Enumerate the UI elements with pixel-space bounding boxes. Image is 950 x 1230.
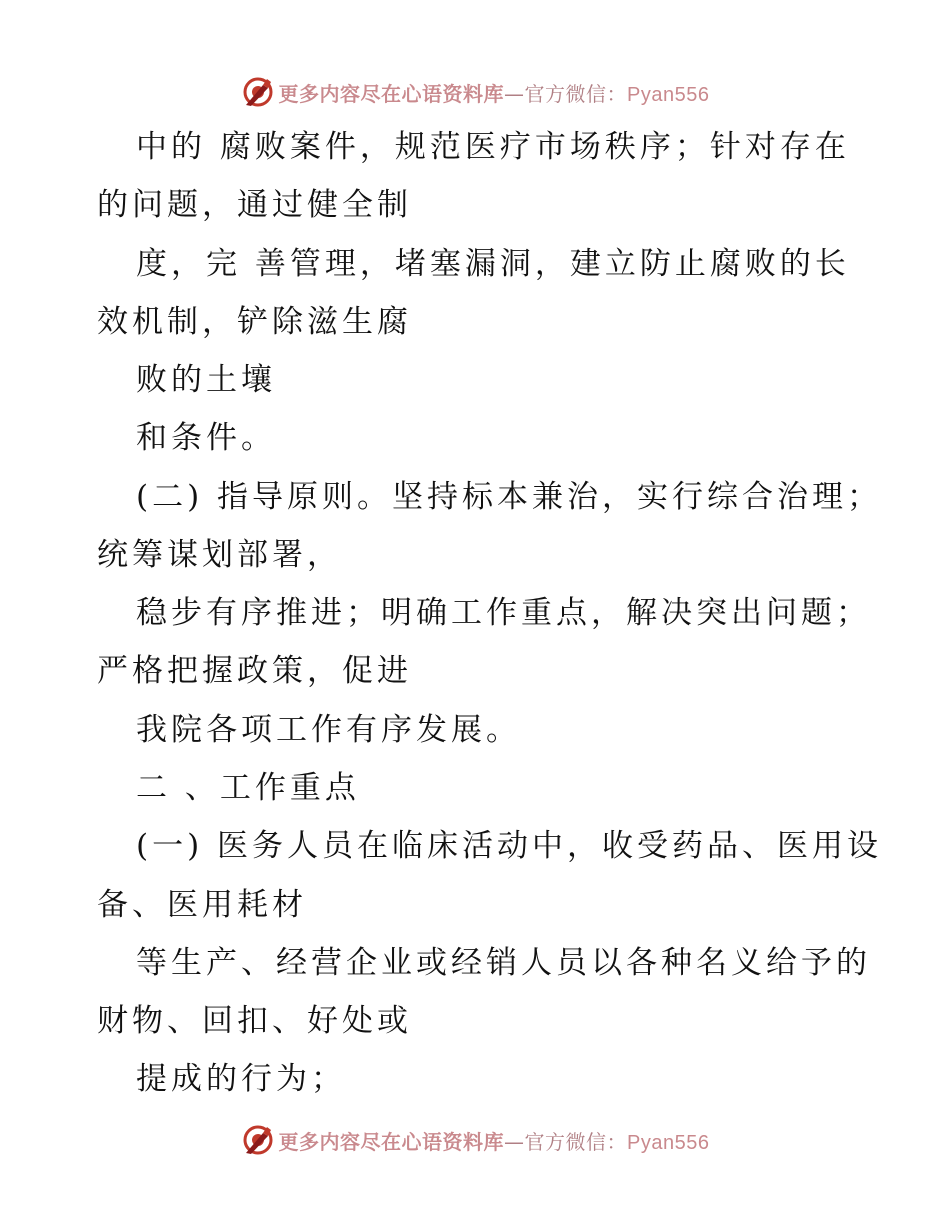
text-line: 败的土壤 (136, 362, 276, 398)
watermark-banner-bottom (0, 1120, 950, 1160)
text-line: 备、医用耗材 (97, 887, 307, 923)
banner-separator: — (504, 1129, 525, 1154)
banner-separator: — (504, 81, 525, 106)
banner-main-text: 更多内容尽在心语资料库 (278, 81, 505, 106)
banner-wechat-label: 官方微信： (524, 81, 628, 106)
banner-wechat-id: Pyan556 (627, 83, 710, 106)
text-line: 度，完 善管理，堵塞漏洞，建立防止腐败的长 (136, 246, 850, 282)
text-line: 中的 腐败案件，规范医疗市场秩序；针对存在 (136, 129, 850, 165)
text-line: 和条件。 (136, 420, 276, 456)
text-line: 的问题，通过健全制 (97, 187, 412, 223)
banner-wechat-label: 官方微信： (524, 1129, 628, 1154)
banner-main-text: 更多内容尽在心语资料库 (278, 1129, 505, 1154)
text-line: 提成的行为； (136, 1061, 346, 1097)
text-line: (二) 指导原则。坚持标本兼治，实行综合治理； (136, 479, 883, 515)
text-line: 我院各项工作有序发展。 (136, 712, 521, 748)
pen-logo-icon (241, 1123, 275, 1157)
pen-logo-icon (241, 75, 275, 109)
text-line: 稳步有序推进；明确工作重点，解决突出问题； (136, 595, 871, 631)
text-line: 统筹谋划部署， (97, 537, 342, 573)
text-line: 效机制，铲除滋生腐 (97, 304, 412, 340)
watermark-banner-top (0, 72, 950, 112)
text-line: 财物、回扣、好处或 (97, 1003, 412, 1039)
text-line: 严格把握政策，促进 (97, 653, 412, 689)
section-heading: 二 、工作重点 (136, 770, 360, 806)
text-line: (一) 医务人员在临床活动中，收受药品、医用设 (136, 828, 883, 864)
banner-wechat-id: Pyan556 (627, 1131, 710, 1154)
text-line: 等生产、经营企业或经销人员以各种名义给予的 (136, 945, 871, 981)
